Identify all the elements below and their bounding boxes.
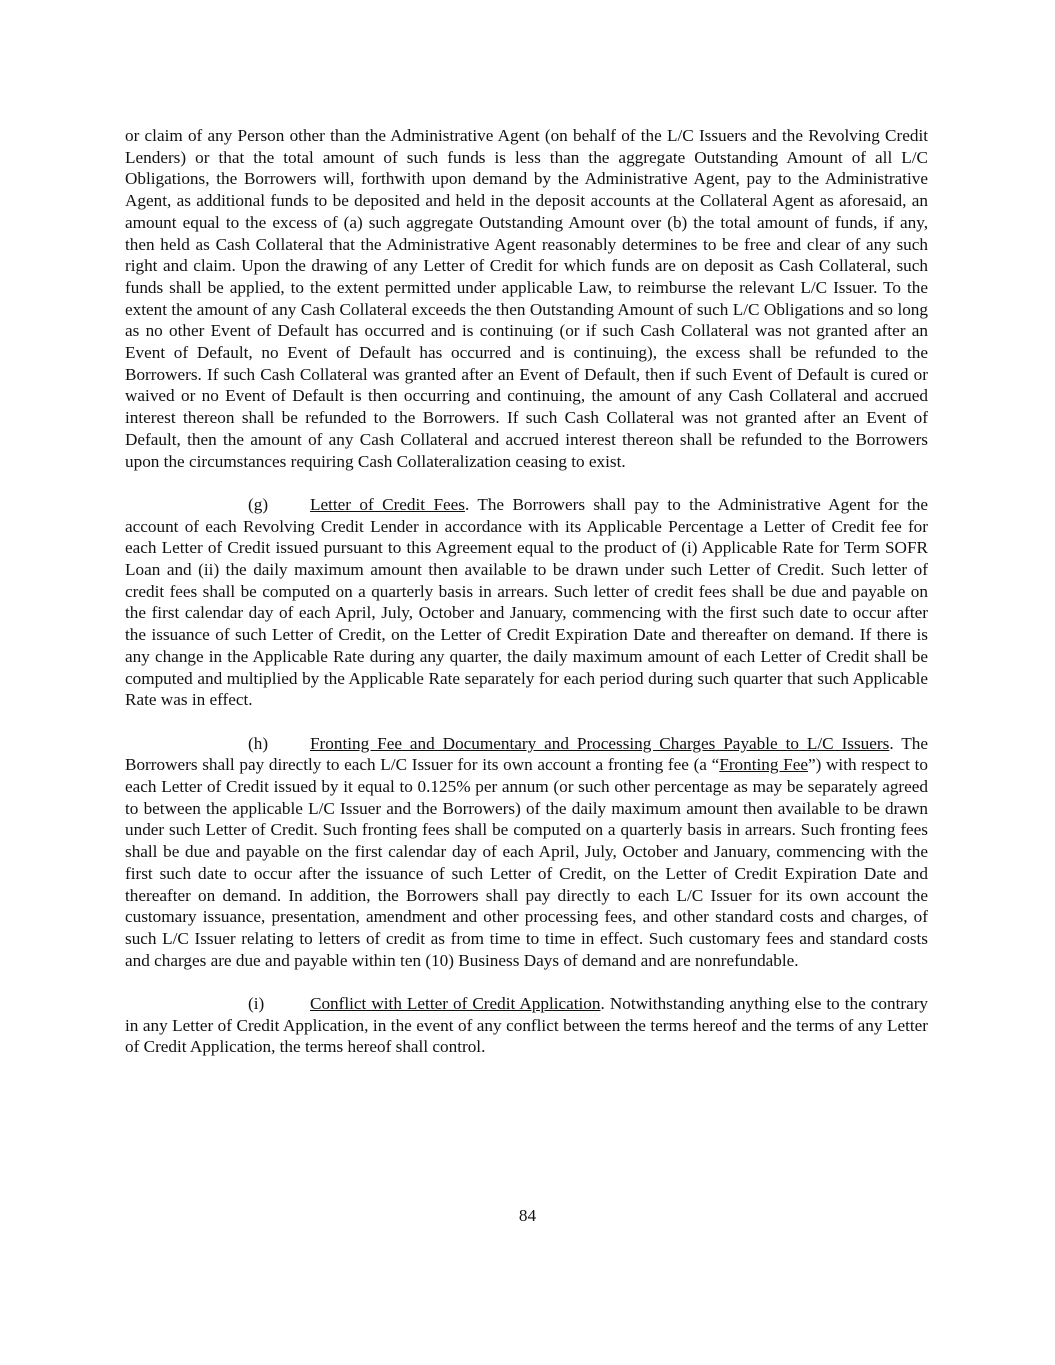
section-heading: Conflict with Letter of Credit Application <box>310 994 601 1014</box>
paragraph-text: or claim of any Person other than the Administrative Agent (on behalf of the L/C Issuers and the Revolving Credit Lenders) or that the total amount of such funds is less than the aggregate Outstanding Amount of all L/C Obligations, the Borrowers will, forthwith upon demand by the Administrative Agent, pay to the Administrative Agent, as additional funds to be deposited and held in the deposit accounts at the Collateral Agent as aforesaid, an amount equal to the excess of (a) such aggregate Outstanding Amount over (b) the total amount of funds, if any, then held as Cash Collateral that the Administrative Agent reasonably determines to be free and clear of any such right and claim. Upon the drawing of any Letter of Credit for which funds are on deposit as Cash Collateral, such funds shall be applied, to the extent permitted under applicable Law, to reimburse the relevant L/C Issuer. To the extent the amount of any Cash Collateral exceeds the then Outstanding Amount of such L/C Obligations and so long as no other Event of Default has occurred and is continuing (or if such Cash Collateral was not granted after an Event of Default, no Event of Default has occurred and is continuing), the excess shall be refunded to the Borrowers. If such Cash Collateral was granted after an Event of Default, then if such Event of Default is cured or waived or no Event of Default is then occurring and continuing, the amount of any Cash Collateral and accrued interest thereon shall be refunded to the Borrowers. If such Cash Collateral was not granted after an Event of Default, then the amount of any Cash Collateral and accrued interest thereon shall be refunded to the Borrowers upon the circumstances requiring Cash Collateralization ceasing to exist. <box>125 126 928 471</box>
section-marker: (i) <box>248 994 265 1014</box>
section-body-rest: ”) with respect to each Letter of Credit issued by it equal to 0.125% per annum (or such other percentage as may be separately agreed to between the applicable L/C Issuer and the Borrowers) of the daily maximum amount then available to be drawn under such Letter of Credit. Such fronting fees shall be computed on a quarterly basis in arrears. Such fronting fees shall be due and payable on the first calendar day of each April, July, October and January, commencing with the first such date to occur after the issuance of such Letter of Credit, on the Letter of Credit Expiration Date and thereafter on demand. In addition, the Borrowers shall pay directly to each L/C Issuer for its own account the customary issuance, presentation, amendment and other processing fees, and other standard costs and charges, of such L/C Issuer relating to letters of credit as from time to time in effect. Such customary fees and standard costs and charges are due and payable within ten (10) Business Days of demand and are nonrefundable. <box>125 755 928 970</box>
section-body-start: The Borrowers shall pay directly to each L/C Issuer for its own account a fronting fee (a “ <box>125 733 928 775</box>
section-body: The Borrowers shall pay to the Administrative Agent for the account of each Revolving Credit Lender in accordance with its Applicable Percentage a Letter of Credit fee for each Letter of Credit issued pursuant to this Agreement equal to the product of (i) Applicable Rate for Term SOFR Loan and (ii) the daily maximum amount then available to be drawn under such Letter of Credit. Such letter of credit fees shall be computed on a quarterly basis in arrears. Such letter of credit fees shall be due and payable on the first calendar day of each April, July, October and January, commencing with the first such date to occur after the issuance of such Letter of Credit, on the Letter of Credit Expiration Date and thereafter on demand. If there is any change in the Applicable Rate during any quarter, the daily maximum amount of each Letter of Credit shall be computed and multiplied by the Applicable Rate separately for each period during such quarter that such Applicable Rate was in effect. <box>125 494 928 710</box>
section-i-conflict <box>125 993 928 1058</box>
heading-punctuation: . <box>889 733 902 753</box>
heading-punctuation: . <box>600 994 610 1014</box>
section-marker: (g) <box>248 494 269 514</box>
section-h-fronting-fee <box>125 733 928 972</box>
defined-term: Fronting Fee <box>719 755 808 775</box>
page-number: 84 <box>518 1206 537 1225</box>
section-g-letter-of-credit-fees <box>125 494 928 711</box>
section-body: Notwithstanding anything else to the contrary in any Letter of Credit Application, in the event of any conflict between the terms hereof and the terms of any Letter of Credit Application, the terms hereof shall control. <box>125 994 929 1057</box>
document-page <box>125 125 928 1058</box>
section-marker: (h) <box>248 733 269 753</box>
section-heading: Fronting Fee and Documentary and Processing Charges Payable to L/C Issuers <box>310 733 890 753</box>
heading-punctuation: . <box>464 494 478 514</box>
section-heading: Letter of Credit Fees <box>310 494 465 514</box>
paragraph-cash-collateral-continuation <box>125 125 928 472</box>
